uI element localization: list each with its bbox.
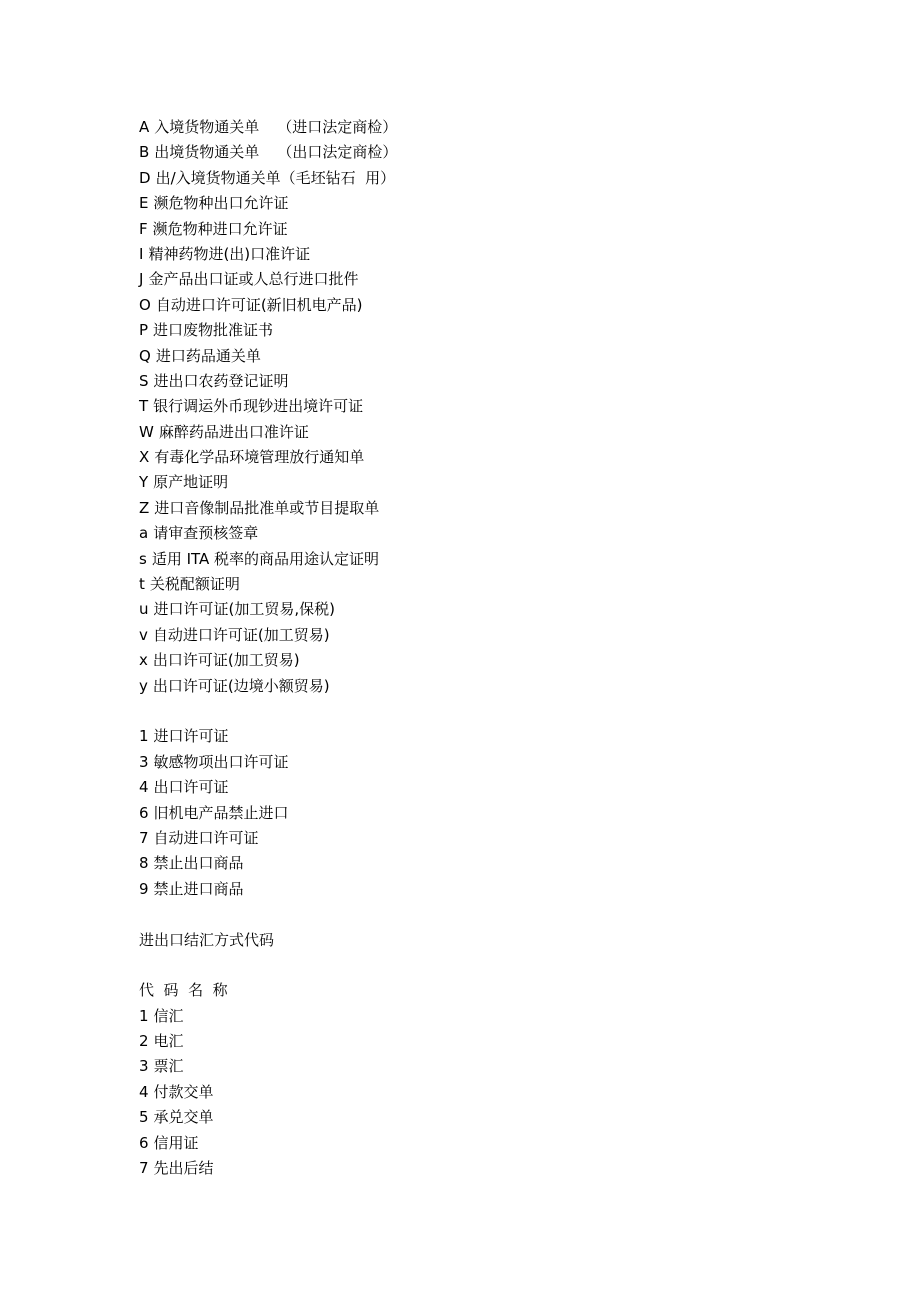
code-label: E — [139, 194, 149, 213]
item-name: 进出口农药登记证明 — [153, 371, 289, 390]
item-name: 进口许可证(加工贸易,保税) — [153, 600, 335, 619]
code-label: 6 — [139, 803, 149, 822]
list-item — [139, 217, 397, 242]
code-label: B — [139, 143, 150, 162]
list-item — [139, 648, 397, 673]
code-label: 1 — [139, 1006, 149, 1025]
item-name: 濒危物种进口允许证 — [152, 219, 288, 238]
item-name: 自动进口许可证(加工贸易) — [152, 625, 330, 644]
code-label: 8 — [139, 854, 149, 873]
code-label: y — [139, 676, 148, 695]
code-label: t — [139, 575, 145, 594]
item-name: 出口许可证(边境小额贸易) — [152, 676, 330, 695]
list-item — [139, 115, 397, 140]
code-label: v — [139, 625, 148, 644]
code-label: 2 — [139, 1032, 149, 1051]
section-title: 进出口结汇方式代码 — [139, 930, 275, 949]
list-item — [139, 775, 397, 800]
list-item — [139, 674, 397, 699]
item-name: 关税配额证明 — [149, 575, 240, 594]
item-name: 进口音像制品批准单或节目提取单 — [154, 498, 380, 517]
code-label: P — [139, 321, 149, 340]
list-item — [139, 1080, 397, 1105]
list-item — [139, 470, 397, 495]
code-label: 3 — [139, 752, 149, 771]
code-label: Z — [139, 498, 150, 517]
list-item — [139, 445, 397, 470]
item-name: 票汇 — [153, 1057, 184, 1076]
item-name: 出境货物通关单 — [154, 143, 260, 162]
item-name: 出口许可证 — [153, 778, 229, 797]
list-item — [139, 724, 397, 749]
item-name: 金产品出口证或人总行进口批件 — [148, 270, 359, 289]
list-item — [139, 394, 397, 419]
code-label: 1 — [139, 727, 149, 746]
code-label: W — [139, 422, 154, 441]
item-name: 先出后结 — [153, 1159, 214, 1178]
code-label: a — [139, 524, 149, 543]
list-item — [139, 191, 397, 216]
list-item — [139, 420, 397, 445]
item-name: 承兑交单 — [153, 1108, 214, 1127]
item-name: 自动进口许可证(新旧机电产品) — [155, 295, 363, 314]
item-name: 进口许可证 — [153, 727, 229, 746]
code-label: F — [139, 219, 148, 238]
code-label: x — [139, 651, 148, 670]
list-item — [139, 369, 397, 394]
document-content — [139, 115, 397, 1181]
list-item — [139, 242, 397, 267]
item-name: 自动进口许可证 — [153, 828, 259, 847]
item-name: 麻醉药品进出口准许证 — [158, 422, 309, 441]
code-label: A — [139, 118, 150, 136]
list-item — [139, 597, 397, 622]
list-item — [139, 267, 397, 292]
list-item — [139, 166, 397, 191]
list-item — [139, 1004, 397, 1029]
item-name: 进口废物批准证书 — [153, 321, 274, 340]
item-name: 濒危物种出口允许证 — [153, 194, 289, 213]
spacer — [139, 953, 397, 978]
code-label: D — [139, 168, 151, 187]
code-label: s — [139, 549, 147, 568]
list-item — [139, 826, 397, 851]
item-name: 出/入境货物通关单（毛坯钻石 用） — [155, 168, 396, 187]
item-name: 敏感物项出口许可证 — [153, 752, 289, 771]
numeric-code-list — [139, 724, 397, 902]
item-name: 信用证 — [153, 1133, 199, 1152]
code-label: J — [139, 270, 144, 289]
item-name: 旧机电产品禁止进口 — [153, 803, 289, 822]
item-note: （出口法定商检） — [277, 143, 398, 162]
spacer — [139, 699, 397, 724]
list-item — [139, 801, 397, 826]
item-name: 禁止出口商品 — [153, 854, 244, 873]
code-label: u — [139, 600, 149, 619]
item-name: 进口药品通关单 — [155, 346, 261, 365]
list-item — [139, 344, 397, 369]
item-note: （进口法定商检） — [277, 118, 398, 136]
code-label: 7 — [139, 828, 149, 847]
license-code-list — [139, 115, 397, 699]
code-label: 7 — [139, 1159, 149, 1178]
code-label: 4 — [139, 778, 149, 797]
item-name: 有毒化学品环境管理放行通知单 — [154, 448, 365, 467]
list-item — [139, 318, 397, 343]
code-label: S — [139, 371, 149, 390]
code-label: 9 — [139, 879, 149, 898]
item-name: 付款交单 — [153, 1082, 214, 1101]
list-item — [139, 750, 397, 775]
code-label: O — [139, 295, 151, 314]
list-item — [139, 496, 397, 521]
code-label: 6 — [139, 1133, 149, 1152]
item-name: 原产地证明 — [153, 473, 229, 492]
list-item — [139, 851, 397, 876]
list-item — [139, 547, 397, 572]
item-name: 入境货物通关单 — [154, 118, 260, 136]
item-name: 适用 ITA 税率的商品用途认定证明 — [151, 549, 380, 568]
list-item — [139, 572, 397, 597]
code-label: 5 — [139, 1108, 149, 1127]
list-item — [139, 1029, 397, 1054]
item-name: 禁止进口商品 — [153, 879, 244, 898]
list-item — [139, 140, 397, 165]
code-label: I — [139, 244, 144, 263]
code-label: Y — [139, 473, 149, 492]
spacer — [139, 902, 397, 927]
list-item — [139, 1131, 397, 1156]
list-item — [139, 1105, 397, 1130]
settlement-code-list — [139, 1004, 397, 1182]
item-name: 信汇 — [153, 1006, 184, 1025]
item-name: 精神药物进(出)口准许证 — [148, 244, 311, 263]
item-name: 电汇 — [153, 1032, 184, 1051]
list-item — [139, 877, 397, 902]
list-item — [139, 293, 397, 318]
code-label: X — [139, 448, 150, 467]
list-item — [139, 623, 397, 648]
code-label: 3 — [139, 1057, 149, 1076]
code-label: 4 — [139, 1082, 149, 1101]
code-label: T — [139, 397, 149, 416]
list-item — [139, 521, 397, 546]
item-name: 请审查预核签章 — [153, 524, 259, 543]
list-item — [139, 1054, 397, 1079]
item-name: 银行调运外币现钞进出境许可证 — [153, 397, 364, 416]
code-label: Q — [139, 346, 151, 365]
list-item — [139, 1156, 397, 1181]
table-header: 代 码 名 称 — [139, 981, 228, 1000]
item-name: 出口许可证(加工贸易) — [152, 651, 300, 670]
